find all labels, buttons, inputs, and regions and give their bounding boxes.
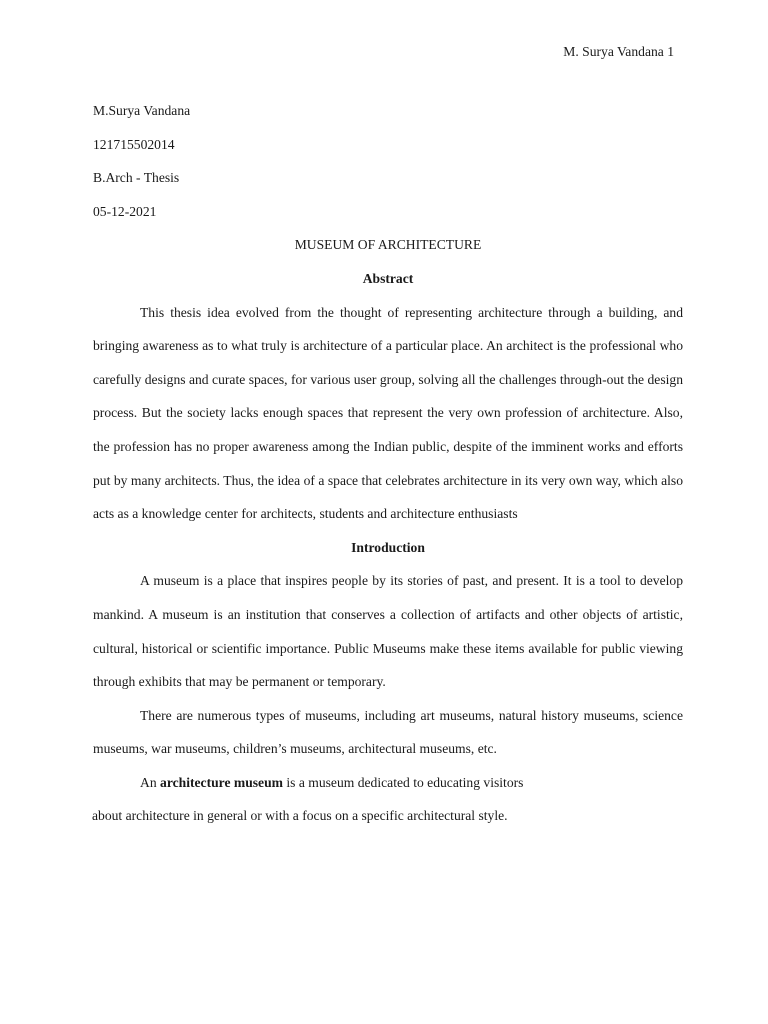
author-name: M.Surya Vandana [93,103,191,118]
abstract-paragraph: This thesis idea evolved from the thought of representing architecture through a building, and bringing awareness as to what truly is architecture of a particular place. An architect is the professional who carefully designs and curate spaces, for various user group, solving all the challenges through-out the design process. But the society lacks enough spaces that represent the very own profession of architecture. Also, the profession has no proper awareness among the Indian public, despite of the imminent works and efforts put by many architects. Thus, the idea of a space that celebrates architecture in its very own way, which also acts as a knowledge center for architects, students and architecture enthusiasts [93,304,683,522]
document-date: 05-12-2021 [93,203,157,219]
p3-suffix: is a museum dedicated to educating visitors [282,774,524,790]
course-name: B.Arch - Thesis [93,170,180,186]
running-head: M. Surya Vandana 1 [563,44,674,59]
document-body [93,94,683,833]
abstract-heading: Abstract [362,270,414,286]
introduction-heading: Introduction [351,539,425,555]
document-title: MUSEUM OF ARCHITECTURE [294,237,482,253]
p3-prefix: An [140,774,161,790]
intro-paragraph-2: There are numerous types of museums, including art museums, natural history museums, science museums, war museums, children’s museums, architectural museums, etc. [93,707,683,757]
student-id: 121715502014 [93,136,175,152]
architecture-museum-term: architecture museum [160,774,283,790]
intro-paragraph-3-line-2: about architecture in general or with a focus on a specific architectural style. [92,808,508,824]
intro-paragraph-3-line-1 [93,766,683,800]
intro-paragraph-1: A museum is a place that inspires people by its stories of past, and present. It is a tool to develop mankind. A museum is an institution that conserves a collection of artifacts and other objects of artistic, cultural, historical or scientific importance. Public Museums make these items available for public viewing through exhibits that may be permanent or temporary. [93,573,683,690]
